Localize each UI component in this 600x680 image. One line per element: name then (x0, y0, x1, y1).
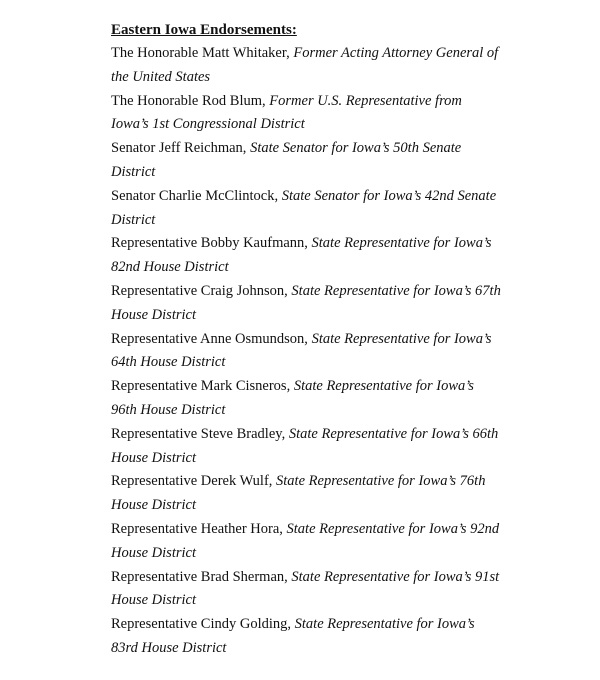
endorser-name: Representative Derek Wulf, (111, 473, 273, 490)
endorser-name: The Honorable Rod Blum, (111, 92, 266, 109)
endorsement-item (111, 613, 501, 661)
endorser-title: State Representative for Iowa’s 83rd House District (111, 616, 475, 656)
endorsement-item (111, 232, 501, 280)
endorsement-item (111, 566, 501, 614)
endorser-title: State Representative for Iowa’s 64th House District (111, 330, 492, 371)
endorser-name: Representative Brad Sherman, (111, 568, 288, 585)
endorser-title: Former Acting Attorney General of the United States (111, 45, 499, 85)
endorsement-item (111, 185, 501, 233)
endorsement-item (111, 375, 501, 423)
endorser-name: Representative Heather Hora, (111, 520, 283, 537)
endorser-name: Representative Steve Bradley, (111, 425, 286, 442)
endorser-name: Representative Craig Johnson, (111, 282, 288, 299)
endorsement-item (111, 137, 501, 185)
section-heading: Eastern Iowa Endorsements: (111, 22, 297, 38)
endorsement-item (111, 90, 501, 138)
endorser-title: State Representative for Iowa’s 66th House District (111, 425, 499, 466)
document-page (111, 18, 591, 661)
endorser-name: Representative Mark Cisneros, (111, 378, 291, 395)
endorsement-item (111, 423, 501, 471)
endorser-title: State Representative for Iowa’s 92nd House District (111, 520, 500, 561)
endorser-title: State Senator for Iowa’s 50th Senate District (111, 140, 462, 180)
endorser-title: State Representative for Iowa’s 67th House District (111, 282, 501, 323)
endorser-title: State Representative for Iowa’s 82nd House District (111, 235, 492, 276)
endorsement-item (111, 42, 501, 90)
endorser-name: Representative Anne Osmundson, (111, 330, 308, 347)
endorser-title: State Representative for Iowa’s 96th House District (111, 378, 474, 418)
endorsement-item (111, 328, 501, 376)
endorser-name: The Honorable Matt Whitaker, (111, 45, 290, 61)
endorser-title: State Representative for Iowa’s 91st House District (111, 568, 500, 609)
endorser-title: State Senator for Iowa’s 42nd Senate District (111, 187, 497, 228)
endorser-name: Representative Cindy Golding, (111, 616, 292, 633)
endorsement-item (111, 518, 501, 566)
endorser-name: Senator Jeff Reichman, (111, 140, 247, 157)
endorser-name: Representative Bobby Kaufmann, (111, 235, 308, 252)
endorsement-item (111, 280, 501, 328)
endorser-title: State Representative for Iowa’s 76th House District (111, 473, 486, 514)
endorser-title: Former U.S. Representative from Iowa’s 1st Congressional District (111, 92, 462, 133)
endorsement-item (111, 470, 501, 518)
endorser-name: Senator Charlie McClintock, (111, 187, 279, 204)
